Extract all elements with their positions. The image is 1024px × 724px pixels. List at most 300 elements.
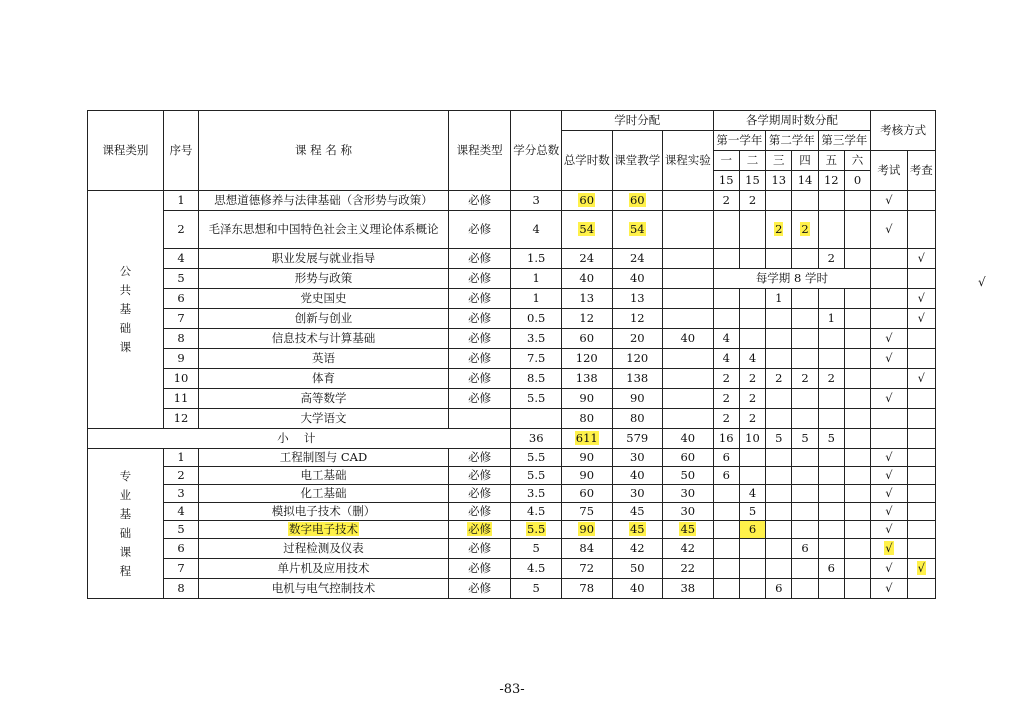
row-s3 xyxy=(766,309,792,329)
row-check xyxy=(907,409,935,429)
row-s1 xyxy=(713,559,739,579)
row-total-value: 90 xyxy=(579,522,595,537)
row-check: √ xyxy=(907,369,935,389)
sem-label: 六 xyxy=(844,151,870,171)
row-name: 工程制图与 CAD xyxy=(199,449,449,467)
row-s3: 2 xyxy=(766,369,792,389)
row-lab: 60 xyxy=(663,449,714,467)
row-s2: 2 xyxy=(739,409,765,429)
row-s4: 6 xyxy=(792,539,818,559)
row-lab xyxy=(663,211,714,249)
row-total: 90 xyxy=(561,449,612,467)
row-credits: 5 xyxy=(511,579,562,599)
row-s3 xyxy=(766,389,792,409)
row-name xyxy=(199,521,449,539)
row-s6 xyxy=(844,409,870,429)
row-name: 信息技术与计算基础 xyxy=(199,329,449,349)
table-row xyxy=(88,409,936,429)
row-s3 xyxy=(766,191,792,211)
row-class: 42 xyxy=(612,539,663,559)
row-exam xyxy=(871,539,907,559)
header-name: 课 程 名 称 xyxy=(199,111,449,191)
table-row xyxy=(88,559,936,579)
row-class: 90 xyxy=(612,389,663,409)
row-name: 高等数学 xyxy=(199,389,449,409)
row-name: 电工基础 xyxy=(199,467,449,485)
row-name: 毛泽东思想和中国特色社会主义理论体系概论 xyxy=(199,211,449,249)
page-number: -83- xyxy=(499,682,525,697)
subtotal-class: 579 xyxy=(612,429,663,449)
row-semester-merged: 每学期 8 学时 xyxy=(713,269,871,289)
row-s6 xyxy=(844,389,870,409)
row-no: 8 xyxy=(163,579,198,599)
sem-weeks: 13 xyxy=(766,171,792,191)
row-no: 6 xyxy=(163,539,198,559)
section-char: 业 xyxy=(119,487,132,502)
row-no: 4 xyxy=(163,249,198,269)
row-total: 72 xyxy=(561,559,612,579)
row-s6 xyxy=(844,289,870,309)
table-row xyxy=(88,369,936,389)
section-major-label xyxy=(88,449,164,599)
row-no: 1 xyxy=(163,449,198,467)
row-type: 必修 xyxy=(448,269,511,289)
row-class: 30 xyxy=(612,485,663,503)
row-name: 创新与创业 xyxy=(199,309,449,329)
row-s5 xyxy=(818,329,844,349)
row-type: 必修 xyxy=(448,467,511,485)
row-s5 xyxy=(818,521,844,539)
table-row xyxy=(88,467,936,485)
row-s1: 6 xyxy=(713,449,739,467)
row-s2 xyxy=(739,309,765,329)
subtotal-s6 xyxy=(844,429,870,449)
row-s4 xyxy=(792,521,818,539)
header-exam-group: 考核方式 xyxy=(871,111,936,151)
row-exam: √ xyxy=(871,503,907,521)
row-check xyxy=(907,467,935,485)
row-s4 xyxy=(792,329,818,349)
row-total: 40 xyxy=(561,269,612,289)
row-class-value: 45 xyxy=(629,522,645,537)
row-s1: 6 xyxy=(713,467,739,485)
row-s6 xyxy=(844,369,870,389)
table-row xyxy=(88,309,936,329)
row-class: 12 xyxy=(612,309,663,329)
row-s2 xyxy=(739,289,765,309)
row-name: 单片机及应用技术 xyxy=(199,559,449,579)
section-char: 基 xyxy=(119,506,132,521)
row-s6 xyxy=(844,521,870,539)
row-class-value: 54 xyxy=(629,222,645,237)
row-type: 必修 xyxy=(448,389,511,409)
row-type: 必修 xyxy=(448,369,511,389)
row-type: 必修 xyxy=(448,503,511,521)
sem-weeks: 15 xyxy=(739,171,765,191)
row-s1: 4 xyxy=(713,349,739,369)
row-lab xyxy=(663,289,714,309)
row-lab-value: 45 xyxy=(680,522,696,537)
row-check: √ xyxy=(907,249,935,269)
row-class: 120 xyxy=(612,349,663,369)
row-check: √ xyxy=(907,309,935,329)
row-class xyxy=(612,211,663,249)
row-lab xyxy=(663,309,714,329)
row-lab: 40 xyxy=(663,329,714,349)
row-s1 xyxy=(713,521,739,539)
sem-weeks: 12 xyxy=(818,171,844,191)
section-char: 专 xyxy=(119,468,132,483)
section-char: 基 xyxy=(119,302,132,316)
header-check: 考查 xyxy=(907,151,935,191)
section-char: 课 xyxy=(119,544,132,559)
row-type: 必修 xyxy=(448,579,511,599)
header-seq: 序号 xyxy=(163,111,198,191)
row-s2 xyxy=(739,467,765,485)
row-credits: 1.5 xyxy=(511,249,562,269)
row-s5 xyxy=(818,191,844,211)
row-no: 2 xyxy=(163,211,198,249)
row-no: 7 xyxy=(163,559,198,579)
row-name: 职业发展与就业指导 xyxy=(199,249,449,269)
section-char: 础 xyxy=(119,525,132,540)
row-s2: 2 xyxy=(739,191,765,211)
row-name: 体育 xyxy=(199,369,449,389)
row-class: 80 xyxy=(612,409,663,429)
row-s3 xyxy=(766,485,792,503)
row-check xyxy=(907,503,935,521)
table-row xyxy=(88,191,936,211)
row-credits: 5.5 xyxy=(511,389,562,409)
row-credits: 8.5 xyxy=(511,369,562,389)
row-total: 75 xyxy=(561,503,612,521)
row-total: 60 xyxy=(561,329,612,349)
row-total xyxy=(561,191,612,211)
row-s5 xyxy=(818,467,844,485)
header-credits: 学分总数 xyxy=(511,111,562,191)
row-lab xyxy=(663,369,714,389)
row-credits: 3.5 xyxy=(511,329,562,349)
row-total: 138 xyxy=(561,369,612,389)
table-row xyxy=(88,539,936,559)
row-s3 xyxy=(766,503,792,521)
row-s1: 2 xyxy=(713,389,739,409)
row-s6 xyxy=(844,449,870,467)
row-exam xyxy=(871,269,907,289)
row-check xyxy=(907,521,935,539)
row-class: 138 xyxy=(612,369,663,389)
row-s5 xyxy=(818,409,844,429)
row-s5 xyxy=(818,449,844,467)
subtotal-s3: 5 xyxy=(766,429,792,449)
row-s3 xyxy=(766,329,792,349)
subtotal-label: 小 计 xyxy=(88,429,511,449)
row-credits: 1 xyxy=(511,269,562,289)
table-row xyxy=(88,579,936,599)
row-s2 xyxy=(739,329,765,349)
row-total: 12 xyxy=(561,309,612,329)
row-no: 5 xyxy=(163,521,198,539)
sem-label: 四 xyxy=(792,151,818,171)
row-class-value: 60 xyxy=(629,193,645,208)
row-s6 xyxy=(844,191,870,211)
row-check xyxy=(907,579,935,599)
row-s3: 6 xyxy=(766,579,792,599)
row-credits: 1 xyxy=(511,289,562,309)
header-year3: 第三学年 xyxy=(818,131,871,151)
row-s5: 2 xyxy=(818,369,844,389)
row-lab xyxy=(663,249,714,269)
row-check xyxy=(907,329,935,349)
row-lab: 42 xyxy=(663,539,714,559)
row-type: 必修 xyxy=(448,289,511,309)
row-check xyxy=(907,559,935,579)
row-s6 xyxy=(844,329,870,349)
row-s3: 1 xyxy=(766,289,792,309)
row-check xyxy=(907,191,935,211)
row-s4 xyxy=(792,349,818,369)
row-type: 必修 xyxy=(448,211,511,249)
row-class: 40 xyxy=(612,579,663,599)
row-s1 xyxy=(713,579,739,599)
subtotal-s1: 16 xyxy=(713,429,739,449)
sem-label: 五 xyxy=(818,151,844,171)
row-lab xyxy=(663,389,714,409)
row-total: 60 xyxy=(561,485,612,503)
row-credits: 0.5 xyxy=(511,309,562,329)
row-s5: 6 xyxy=(818,559,844,579)
row-exam: √ xyxy=(871,467,907,485)
row-no: 7 xyxy=(163,309,198,329)
row-s2 xyxy=(739,579,765,599)
row-lab xyxy=(663,191,714,211)
subtotal-total xyxy=(561,429,612,449)
row-s5 xyxy=(818,579,844,599)
row-s5 xyxy=(818,539,844,559)
row-name: 大学语文 xyxy=(199,409,449,429)
row-s4 xyxy=(792,559,818,579)
table-row xyxy=(88,503,936,521)
header-lab-hours: 课程实验 xyxy=(663,131,714,191)
stray-check-mark: √ xyxy=(978,275,986,289)
row-credits-value: 5.5 xyxy=(527,522,546,537)
row-class: 20 xyxy=(612,329,663,349)
row-no: 5 xyxy=(163,269,198,289)
row-s3 xyxy=(766,349,792,369)
row-lab xyxy=(663,521,714,539)
row-total: 13 xyxy=(561,289,612,309)
row-exam xyxy=(871,369,907,389)
row-s1 xyxy=(713,503,739,521)
header-total-hours: 总学时数 xyxy=(561,131,612,191)
section-char: 公 xyxy=(119,264,132,278)
row-s6 xyxy=(844,503,870,521)
row-exam: √ xyxy=(871,485,907,503)
row-s3 xyxy=(766,521,792,539)
table-row xyxy=(88,211,936,249)
row-s6 xyxy=(844,485,870,503)
row-type: 必修 xyxy=(448,559,511,579)
row-no: 4 xyxy=(163,503,198,521)
row-total xyxy=(561,521,612,539)
row-exam xyxy=(871,409,907,429)
row-s4 xyxy=(792,449,818,467)
row-no: 6 xyxy=(163,289,198,309)
row-credits: 4 xyxy=(511,211,562,249)
row-s1 xyxy=(713,485,739,503)
row-lab: 38 xyxy=(663,579,714,599)
row-exam: √ xyxy=(871,329,907,349)
sem-label: 一 xyxy=(713,151,739,171)
row-s4 xyxy=(792,289,818,309)
row-name-value: 数字电子技术 xyxy=(288,522,358,537)
sem-label: 三 xyxy=(766,151,792,171)
row-exam: √ xyxy=(871,349,907,369)
row-name: 党史国史 xyxy=(199,289,449,309)
row-type: 必修 xyxy=(448,539,511,559)
row-s4 xyxy=(792,409,818,429)
row-total: 120 xyxy=(561,349,612,369)
row-class: 40 xyxy=(612,269,663,289)
row-class: 45 xyxy=(612,503,663,521)
subtotal-s2: 10 xyxy=(739,429,765,449)
header-class-hours: 课堂教学 xyxy=(612,131,663,191)
subtotal-lab: 40 xyxy=(663,429,714,449)
row-s5 xyxy=(818,349,844,369)
subtotal-s4: 5 xyxy=(792,429,818,449)
header-category: 课程类别 xyxy=(88,111,164,191)
row-s2 xyxy=(739,559,765,579)
row-class: 24 xyxy=(612,249,663,269)
row-no: 10 xyxy=(163,369,198,389)
row-no: 9 xyxy=(163,349,198,369)
row-exam xyxy=(871,249,907,269)
row-check xyxy=(907,349,935,369)
row-lab xyxy=(663,409,714,429)
row-s1 xyxy=(713,211,739,249)
row-s2: 5 xyxy=(739,503,765,521)
table-row xyxy=(88,485,936,503)
row-class: 13 xyxy=(612,289,663,309)
row-s3 xyxy=(766,559,792,579)
row-credits: 4.5 xyxy=(511,559,562,579)
row-s4: 2 xyxy=(792,369,818,389)
row-check-value: √ xyxy=(917,561,925,576)
row-exam: √ xyxy=(871,579,907,599)
table-row xyxy=(88,349,936,369)
row-credits xyxy=(511,409,562,429)
row-s3 xyxy=(766,211,792,249)
row-type-value: 必修 xyxy=(468,522,492,537)
row-name: 模拟电子技术（删） xyxy=(199,503,449,521)
section-char: 课 xyxy=(119,340,132,354)
row-type: 必修 xyxy=(448,309,511,329)
row-credits: 3 xyxy=(511,191,562,211)
section-public-label xyxy=(88,191,164,429)
row-s4 xyxy=(792,389,818,409)
row-s5: 1 xyxy=(818,309,844,329)
subtotal-exam xyxy=(871,429,907,449)
row-check: √ xyxy=(907,289,935,309)
row-class xyxy=(612,521,663,539)
row-s5: 2 xyxy=(818,249,844,269)
row-s1 xyxy=(713,289,739,309)
row-lab: 22 xyxy=(663,559,714,579)
row-exam xyxy=(871,289,907,309)
row-s4 xyxy=(792,579,818,599)
section-char: 程 xyxy=(119,563,132,578)
row-name: 化工基础 xyxy=(199,485,449,503)
row-lab xyxy=(663,269,714,289)
table-row xyxy=(88,289,936,309)
row-check xyxy=(907,539,935,559)
row-s6 xyxy=(844,309,870,329)
row-total: 80 xyxy=(561,409,612,429)
row-s3 xyxy=(766,449,792,467)
header-year2: 第二学年 xyxy=(766,131,819,151)
row-s2 xyxy=(739,211,765,249)
row-type xyxy=(448,521,511,539)
row-lab: 30 xyxy=(663,485,714,503)
row-credits xyxy=(511,521,562,539)
row-s4 xyxy=(792,467,818,485)
header-year1: 第一学年 xyxy=(713,131,766,151)
row-s4 xyxy=(792,211,818,249)
row-check xyxy=(907,449,935,467)
sem-weeks: 14 xyxy=(792,171,818,191)
row-name: 英语 xyxy=(199,349,449,369)
row-total: 84 xyxy=(561,539,612,559)
row-no: 3 xyxy=(163,485,198,503)
row-s5 xyxy=(818,389,844,409)
row-lab xyxy=(663,349,714,369)
row-total-value: 60 xyxy=(579,193,595,208)
row-type: 必修 xyxy=(448,485,511,503)
row-credits: 5.5 xyxy=(511,449,562,467)
row-s1 xyxy=(713,249,739,269)
subtotal-row xyxy=(88,429,936,449)
row-s3 xyxy=(766,539,792,559)
row-class xyxy=(612,191,663,211)
row-check xyxy=(907,211,935,249)
row-credits: 3.5 xyxy=(511,485,562,503)
row-s1: 2 xyxy=(713,191,739,211)
row-s2: 2 xyxy=(739,369,765,389)
row-s2 xyxy=(739,249,765,269)
row-s2: 6 xyxy=(739,521,765,539)
row-s2: 4 xyxy=(739,485,765,503)
row-total-value: 54 xyxy=(579,222,595,237)
section-char: 础 xyxy=(119,321,132,335)
row-s4-value: 2 xyxy=(801,222,809,237)
table-row xyxy=(88,449,936,467)
row-s2: 2 xyxy=(739,389,765,409)
row-credits: 5 xyxy=(511,539,562,559)
row-exam: √ xyxy=(871,389,907,409)
row-credits: 7.5 xyxy=(511,349,562,369)
header-exam: 考试 xyxy=(871,151,907,191)
row-s5 xyxy=(818,503,844,521)
row-name: 思想道德修养与法律基础（含形势与政策） xyxy=(199,191,449,211)
row-total xyxy=(561,211,612,249)
section-char: 共 xyxy=(119,283,132,297)
row-s5 xyxy=(818,211,844,249)
subtotal-credits: 36 xyxy=(511,429,562,449)
row-s4 xyxy=(792,309,818,329)
row-type: 必修 xyxy=(448,329,511,349)
table-row xyxy=(88,249,936,269)
row-credits: 4.5 xyxy=(511,503,562,521)
